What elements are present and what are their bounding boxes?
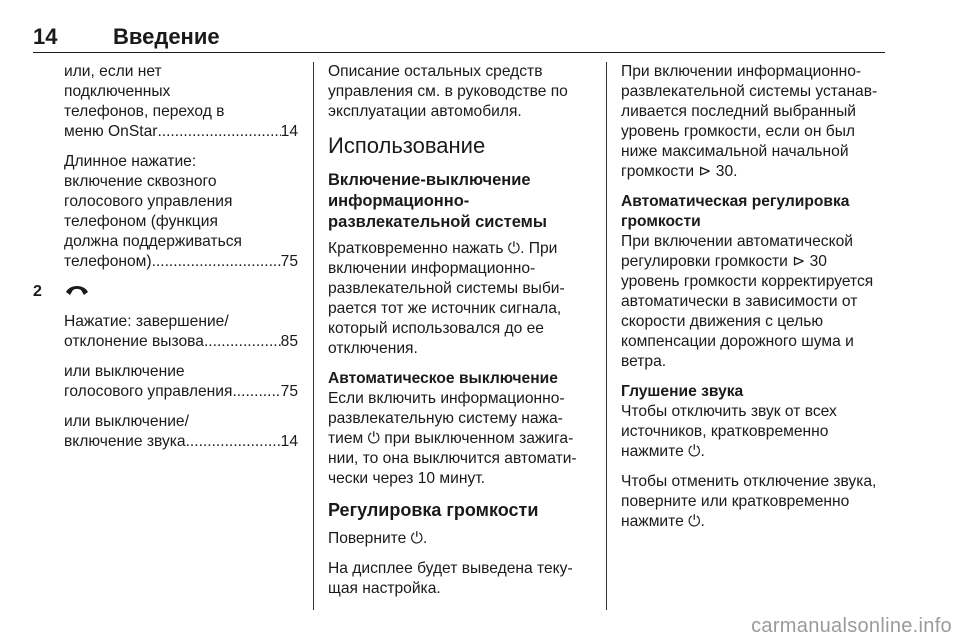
text-line: подключенных <box>64 83 171 100</box>
reference-page: 75 <box>280 383 298 400</box>
text-line: При включении информационно- <box>621 63 862 80</box>
page-number: 14 <box>33 24 58 49</box>
text-line: эксплуатации автомобиля. <box>328 103 522 120</box>
subsection-heading <box>328 170 590 233</box>
index-entry <box>30 152 298 272</box>
volume-display-paragraph <box>328 559 590 599</box>
startup-volume-paragraph <box>621 62 891 182</box>
text-line: нажмите ⏻. <box>621 513 705 530</box>
reference-text: отклонение вызова <box>64 333 204 350</box>
text-line: управления см. в руководстве по <box>328 83 568 100</box>
column-3 <box>621 62 891 542</box>
text-line: развлекательной системы устанав- <box>621 83 878 100</box>
text-line: или выключение/ <box>64 413 189 430</box>
text-line: должна поддерживаться <box>64 233 242 250</box>
text-line: нии, то она выключится автомати- <box>328 450 577 467</box>
heading-line: Автоматическая регулировка <box>621 193 850 210</box>
text-line: При включении автоматической <box>621 233 853 250</box>
watermark: carmanualsonline.info <box>751 615 952 637</box>
volume-paragraph <box>328 529 590 549</box>
mute-heading: Глушение звука <box>621 383 744 400</box>
reference-page: 14 <box>280 433 298 450</box>
reference-page: 75 <box>280 253 298 270</box>
page-reference[interactable] <box>64 122 298 142</box>
text-line: телефонов, переход в <box>64 103 225 120</box>
text-line: голосового управления <box>64 193 233 210</box>
text-line: компенсации дорожного шума и <box>621 333 854 350</box>
text-line: Поверните ⏻. <box>328 530 428 547</box>
auto-off-heading: Автоматическое выключение <box>328 370 558 387</box>
reference-text: включение звука <box>64 433 186 450</box>
heading-line: информационно- <box>328 192 470 210</box>
text-line: отключения. <box>328 340 418 357</box>
index-entry <box>30 62 298 142</box>
text-line: регулировки громкости ⊳ 30 <box>621 253 827 270</box>
text-line: На дисплее будет выведена теку- <box>328 560 573 577</box>
intro-paragraph <box>328 62 590 122</box>
text-line: включение сквозного <box>64 173 217 190</box>
text-line: Длинное нажатие: <box>64 153 197 170</box>
reference-page: 14 <box>280 123 298 140</box>
index-entry <box>30 362 298 402</box>
page-reference[interactable] <box>64 432 298 452</box>
text-line: чески через 10 минут. <box>328 470 486 487</box>
text-line: включении информационно- <box>328 260 536 277</box>
control-marker <box>30 282 298 304</box>
column-1 <box>30 62 298 462</box>
text-line: щая настройка. <box>328 580 441 597</box>
text-line: Чтобы отключить звук от всех <box>621 403 837 420</box>
text-line: источников, кратковременно <box>621 423 829 440</box>
text-line: Кратковременно нажать ⏻. При <box>328 240 558 257</box>
reference-text: голосового управления <box>64 383 233 400</box>
index-entry <box>30 412 298 452</box>
mute-paragraph <box>621 402 891 462</box>
text-line: автоматически в зависимости от <box>621 293 858 310</box>
auto-off-paragraph <box>328 389 590 489</box>
reference-text: телефоном) <box>64 253 152 270</box>
reference-page: 85 <box>280 333 298 350</box>
text-line: Нажатие: завершение/ <box>64 313 229 330</box>
text-line: который использовался до ее <box>328 320 544 337</box>
page-reference[interactable] <box>64 252 298 272</box>
heading-line: Включение-выключение <box>328 171 531 189</box>
phone-hangup-icon <box>64 281 90 303</box>
text-line: скорости движения с целью <box>621 313 824 330</box>
text-line: или выключение <box>64 363 185 380</box>
text-line: поверните или кратковременно <box>621 493 850 510</box>
heading-line: развлекательной системы <box>328 213 547 231</box>
text-line: рается тот же источник сигнала, <box>328 300 562 317</box>
text-line: ветра. <box>621 353 667 370</box>
text-line: уровень громкости корректируется <box>621 273 874 290</box>
text-line: уровень громкости, если он был <box>621 123 856 140</box>
text-line: Описание остальных средств <box>328 63 543 80</box>
text-line: ливается последний выбранный <box>621 103 857 120</box>
page-reference[interactable] <box>64 332 298 352</box>
auto-volume-heading <box>621 192 891 232</box>
page-title: Введение <box>113 24 220 49</box>
text-line: Если включить информационно- <box>328 390 565 407</box>
text-line: или, если нет <box>64 63 162 80</box>
text-line: развлекательную систему нажа- <box>328 410 563 427</box>
text-line: ниже максимальной начальной <box>621 143 849 160</box>
text-line: нажмите ⏻. <box>621 443 705 460</box>
reference-text: меню OnStar <box>64 123 158 140</box>
text-line: телефоном (функция <box>64 213 218 230</box>
volume-heading: Регулировка громкости <box>328 500 539 520</box>
text-line: громкости ⊳ 30. <box>621 163 738 180</box>
text-line: тием ⏻ при выключенном зажига- <box>328 430 574 447</box>
auto-volume-paragraph <box>621 232 891 372</box>
text-line: Чтобы отменить отключение звука, <box>621 473 877 490</box>
marker-number: 2 <box>33 283 42 300</box>
page-reference[interactable] <box>64 382 298 402</box>
text-line: развлекательной системы выби- <box>328 280 565 297</box>
column-divider <box>313 62 314 610</box>
heading-line: громкости <box>621 213 701 230</box>
page-header <box>33 22 885 53</box>
section-heading: Использование <box>328 133 486 158</box>
column-2 <box>328 62 590 609</box>
index-entry <box>30 312 298 352</box>
column-divider <box>606 62 607 610</box>
onoff-paragraph <box>328 239 590 359</box>
unmute-paragraph <box>621 472 891 532</box>
